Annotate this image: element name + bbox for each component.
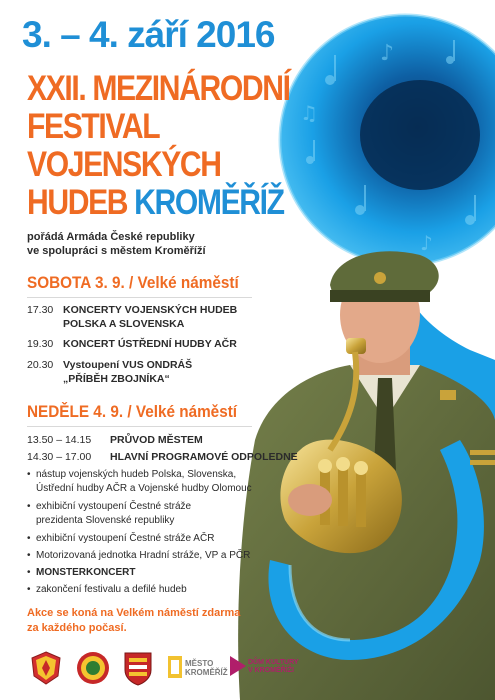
svg-text:♪: ♪ — [420, 231, 433, 255]
city-coat-of-arms-icon — [122, 650, 154, 686]
military-music-badge-icon — [76, 651, 110, 685]
program-text: HLAVNÍ PROGRAMOVÉ ODPOLEDNE — [110, 451, 298, 463]
list-item: • nástup vojenských hudeb Polska, Slovenska, — [27, 469, 237, 480]
title-city: KROMĚŘÍŽ — [134, 183, 284, 222]
program-time: 17.30 — [27, 304, 54, 316]
list-item: Ústřední hudby AČR a Vojenské hudby Olomouc — [36, 483, 252, 494]
festival-date: 3. – 4. září 2016 — [22, 14, 275, 55]
program-text: Vystoupení VUS ONDRÁŠ „PŘÍBĚH ZBOJNÍKA“ — [63, 359, 193, 385]
army-emblem-icon — [30, 650, 62, 686]
program-time: 19.30 — [27, 338, 54, 350]
saturday-divider — [27, 297, 252, 298]
list-item: • exhibiční vystoupení Čestné stráže — [27, 501, 192, 512]
culture-house-logo-icon — [230, 656, 246, 676]
title-hudeb: HUDEB — [27, 183, 135, 222]
list-item: • Motorizovaná jednotka Hradní stráže, VP a PČR — [27, 550, 251, 561]
list-item: • zakončení festivalu a defilé hudeb — [27, 584, 187, 595]
city-logo-icon — [168, 656, 182, 678]
festival-title-line-1: XXII. MEZINÁRODNÍ — [27, 69, 290, 108]
svg-text:♫: ♫ — [300, 101, 318, 125]
free-admission-note: Akce se koná na Velkém náměstí zdarma za každého počasí. — [27, 607, 241, 634]
program-text: KONCERT ÚSTŘEDNÍ HUDBY AČR — [63, 338, 237, 350]
program-text: PRŮVOD MĚSTEM — [110, 434, 203, 446]
svg-text:♪: ♪ — [380, 41, 395, 66]
festival-title-line-3: VOJENSKÝCH — [27, 145, 221, 184]
program-item — [27, 433, 203, 447]
festival-title-line-2: FESTIVAL — [27, 107, 160, 146]
program-item — [27, 358, 192, 386]
organizer-text — [27, 230, 257, 258]
organizer-line-1: pořádá Armáda České republiky — [27, 231, 195, 243]
saturday-heading: SOBOTA 3. 9. / Velké náměstí — [27, 273, 239, 292]
sunday-heading: NEDĚLE 4. 9. / Velké náměstí — [27, 402, 238, 421]
program-item — [27, 303, 237, 331]
list-item: prezidenta Slovenské republiky — [36, 515, 175, 526]
program-time: 14.30 – 17.00 — [27, 451, 92, 463]
program-item — [27, 337, 237, 351]
list-item: • MONSTERKONCERT — [27, 567, 136, 578]
city-logo-text: MĚSTO KROMĚŘÍŽ — [185, 659, 228, 677]
program-time: 20.30 — [27, 359, 54, 371]
sunday-divider — [27, 426, 252, 427]
program-time: 13.50 – 14.15 — [27, 434, 92, 446]
program-item — [27, 450, 298, 464]
culture-house-logo-text: DŮM KULTURY V KROMĚŘÍŽI — [248, 659, 299, 674]
festival-title-line-4 — [27, 184, 284, 222]
program-text: KONCERTY VOJENSKÝCH HUDEB POLSKA A SLOVENSKA — [63, 304, 238, 330]
list-item: • exhibiční vystoupení Čestné stráže AČR — [27, 533, 215, 544]
organizer-line-2: ve spolupráci s městem Kroměříží — [27, 245, 206, 257]
